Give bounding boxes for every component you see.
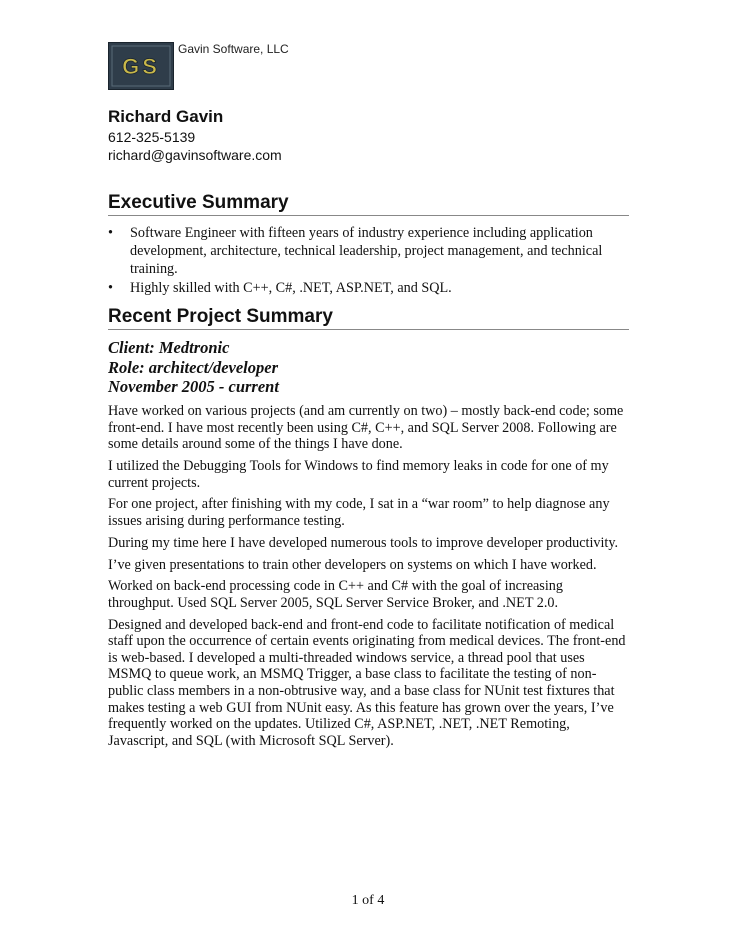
executive-summary-list	[108, 224, 623, 298]
paragraph: Worked on back-end processing code in C++ and C# with the goal of increasing throughput. Used SQL Server 2005, SQL Server Service Broker, and .NET 2.0.	[108, 578, 563, 611]
paragraph: During my time here I have developed numerous tools to improve developer productivity.	[108, 534, 619, 551]
email-address: richard@gavinsoftware.com	[108, 147, 282, 163]
person-name: Richard Gavin	[108, 107, 224, 126]
project-details	[108, 403, 629, 755]
bullet-text: Software Engineer with fifteen years of industry experience including application development, architecture, technical leadership, project management, and technical training.	[130, 225, 603, 277]
contact-block	[108, 106, 282, 164]
page-number: 1 of 4	[351, 893, 385, 908]
project-meta	[108, 338, 279, 397]
paragraph: For one project, after finishing with my code, I sat in a “war room” to help diagnose any issues arising during performance testing.	[108, 496, 610, 529]
phone-number: 612-325-5139	[108, 129, 196, 145]
company-name: Gavin Software, LLC	[178, 42, 289, 56]
paragraph: Designed and developed back-end and front-end code to facilitate notification of medical staff upon the occurrence of certain events originating from medical devices. The front-end is web-based. I developed a multi-threaded windows service, a thread pool that uses MSMQ to queue work, an MSMQ Trigger, a base class to facilitate the testing of non-public class members in a non-obtrusive way, and a base class for NUnit test fixtures that makes testing a web GUI from NUnit easy. As this feature has grown over the years, I’ve frequently worked on the updates. Utilized C#, ASP.NET, .NET, .NET Remoting, Javascript, and SQL (with Microsoft SQL Server).	[108, 616, 626, 749]
client-line: Client: Medtronic	[108, 338, 230, 357]
list-item	[108, 279, 623, 297]
list-item	[108, 224, 623, 278]
bullet-icon: •	[108, 280, 113, 296]
company-logo	[108, 42, 174, 90]
bullet-icon: •	[108, 225, 113, 241]
paragraph: Have worked on various projects (and am currently on two) – mostly back-end code; some front-end. I have most recently been using C#, C++, and SQL Server 2008. Following are some details around some of the things I have done.	[108, 403, 624, 453]
logo-text: GS	[122, 54, 160, 79]
role-line: Role: architect/developer	[108, 357, 278, 377]
bullet-text: Highly skilled with C++, C#, .NET, ASP.NET, and SQL.	[130, 280, 452, 296]
executive-summary-heading: Executive Summary	[108, 192, 629, 216]
dates-line: November 2005 - current	[108, 377, 279, 396]
recent-project-heading: Recent Project Summary	[108, 306, 629, 330]
paragraph: I utilized the Debugging Tools for Windows to find memory leaks in code for one of my current projects.	[108, 457, 609, 491]
paragraph: I’ve given presentations to train other developers on systems on which I have worked.	[108, 556, 597, 573]
